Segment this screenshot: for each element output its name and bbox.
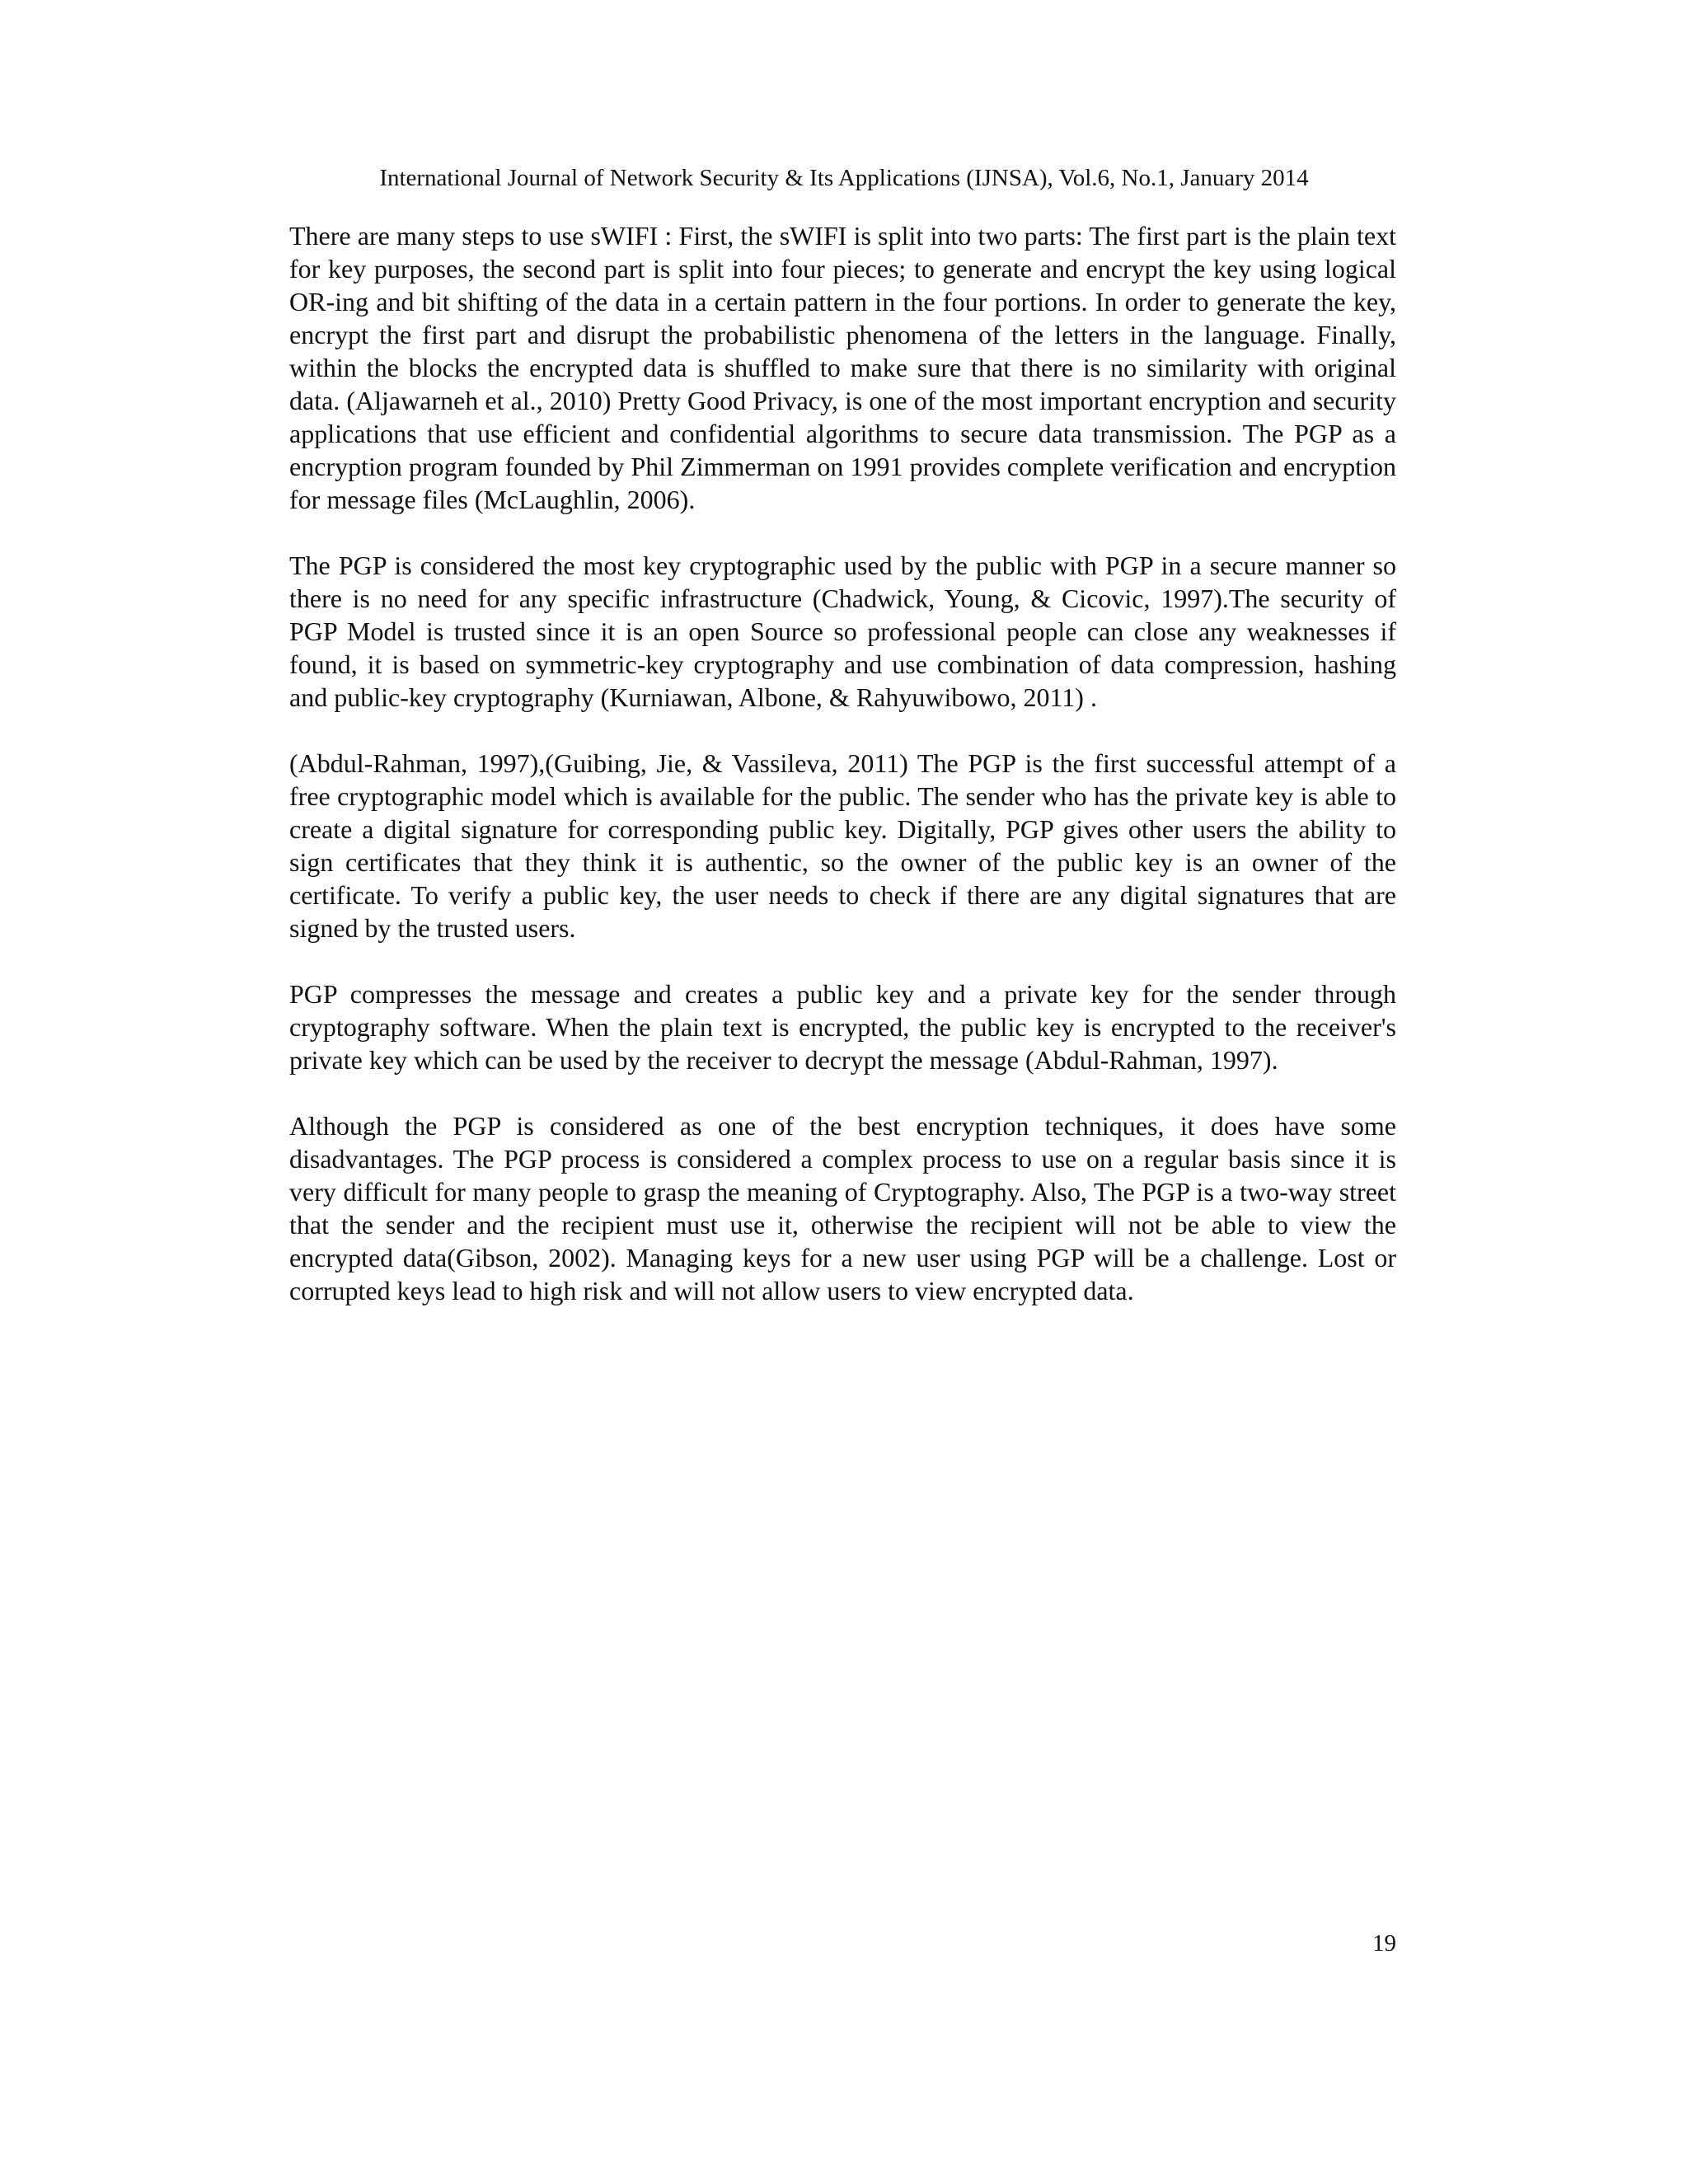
paragraph-pgp-compression: PGP compresses the message and creates a public key and a private key for the sender through cryptography software. When the plain text is encrypted, the public key is encrypted to the receiver's private key which can be used by the receiver to decrypt the message (Abdul-Rahman, 1997). — [289, 979, 1396, 1075]
running-header: International Journal of Network Security & Its Applications (IJNSA), Vol.6, No.1, January 2014 — [379, 165, 1309, 191]
body-text — [289, 219, 1396, 1340]
paragraph-pgp-disadvantages: Although the PGP is considered as one of the best encryption techniques, it does have some disadvantages. The PGP process is considered a complex process to use on a regular basis since it is very difficult for many people to grasp the meaning of Cryptography. Also, The PGP is a two-way street that the sender and the recipient must use it, otherwise the recipient will not be able to view the encrypted data(Gibson, 2002). Managing keys for a new user using PGP will be a challenge. Lost or corrupted keys lead to high risk and will not allow users to view encrypted data. — [289, 1111, 1396, 1305]
paragraph-pgp-signatures: (Abdul-Rahman, 1997),(Guibing, Jie, & Vassileva, 2011) The PGP is the first successful attempt of a free cryptographic model which is available for the public. The sender who has the private key is able to create a digital signature for corresponding public key. Digitally, PGP gives other users the ability to sign certificates that they think it is authentic, so the owner of the public key is an owner of the certificate. To verify a public key, the user needs to check if there are any digital signatures that are signed by the trusted users. — [289, 748, 1396, 943]
page-number: 19 — [1372, 1930, 1396, 1957]
paragraph-swifi-pgp-intro: There are many steps to use sWIFI : First, the sWIFI is split into two parts: The first part is the plain text for key purposes, the second part is split into four pieces; to generate and encrypt the key using logical OR-ing and bit shifting of the data in a certain pattern in the four portions. In order to generate the key, encrypt the first part and disrupt the probabilistic phenomena of the letters in the language. Finally, within the blocks the encrypted data is shuffled to make sure that there is no similarity with original data. (Aljawarneh et al., 2010) Pretty Good Privacy, is one of the most important encryption and security applications that use efficient and confidential algorithms to secure data transmission. The PGP as a encryption program founded by Phil Zimmerman on 1991 provides complete verification and encryption for message files (McLaughlin, 2006). — [289, 221, 1396, 514]
paragraph-pgp-security: The PGP is considered the most key cryptographic used by the public with PGP in a secure manner so there is no need for any specific infrastructure (Chadwick, Young, & Cicovic, 1997).The security of PGP Model is trusted since it is an open Source so professional people can close any weaknesses if found, it is based on symmetric-key cryptography and use combination of data compression, hashing and public-key cryptography (Kurniawan, Albone, & Rahyuwibowo, 2011) . — [289, 551, 1396, 712]
